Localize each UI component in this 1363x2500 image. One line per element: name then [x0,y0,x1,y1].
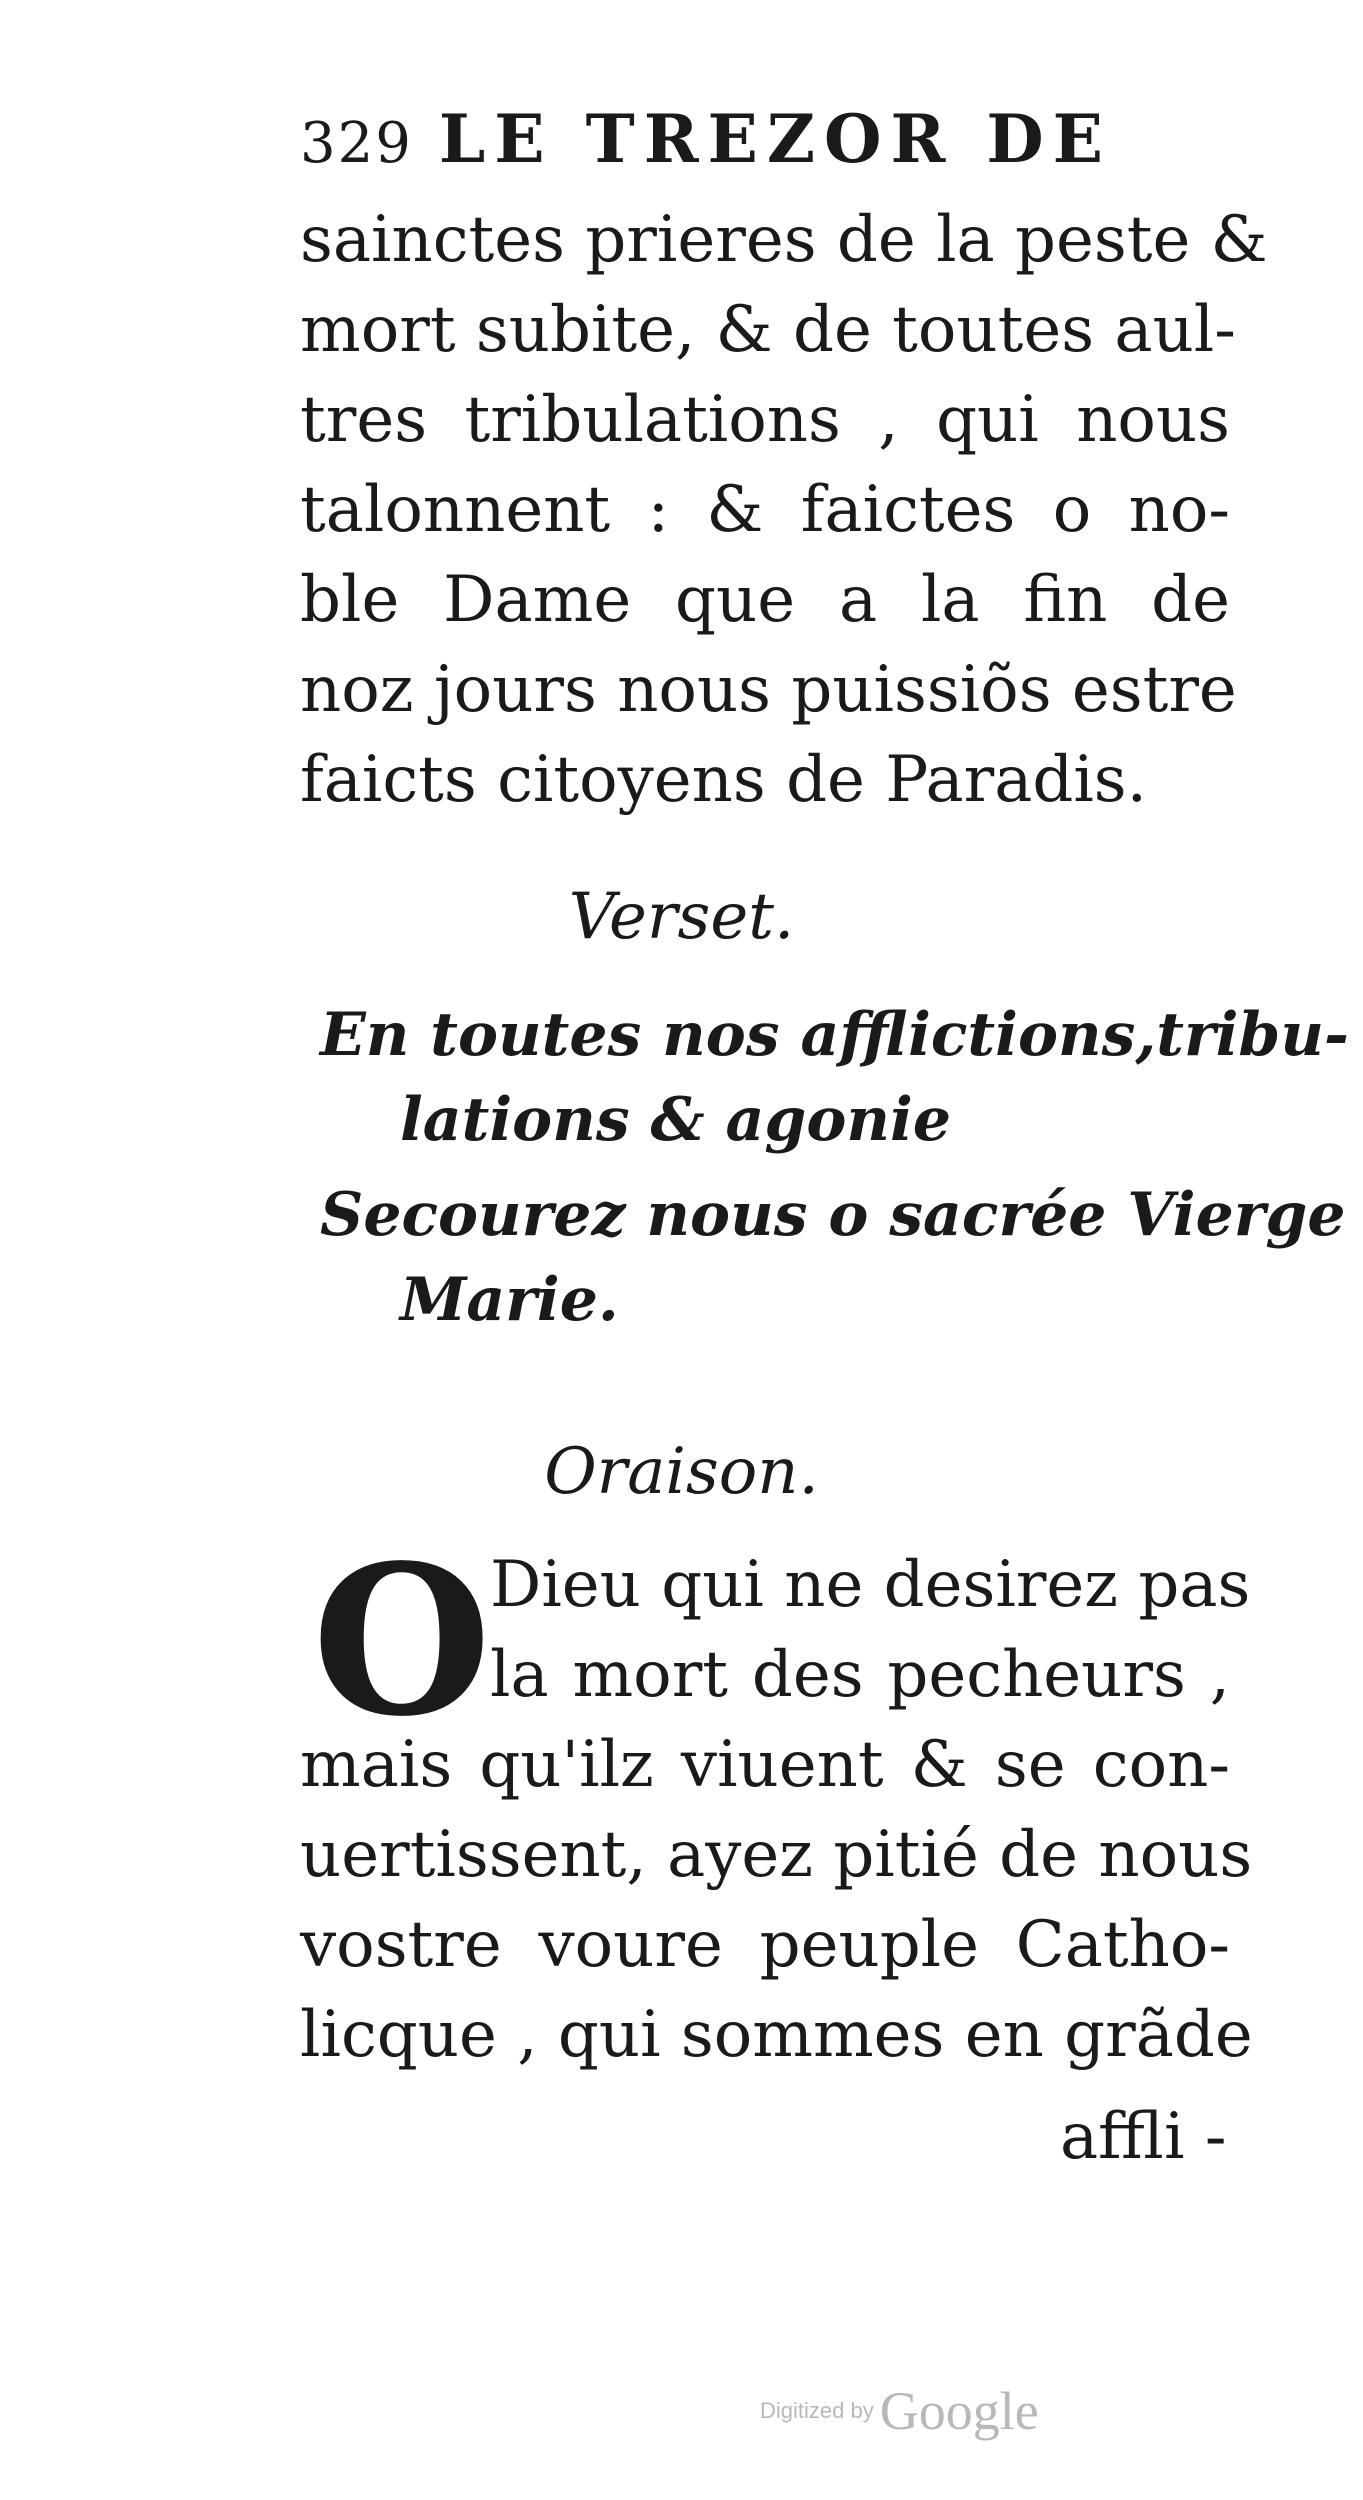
page-number: 329 [300,111,413,176]
body-line: tres tribulations , qui nous [300,383,1230,457]
prayer-line: la mort des pecheurs , [490,1638,1230,1712]
body-line: sainctes prieres de la peste & [300,203,1268,277]
verse-line: En toutes nos afflictions,tribu- [320,1000,1349,1070]
running-title: LE TREZOR DE [438,100,1112,178]
body-line: ble Dame que a la fin de [300,563,1230,637]
body-line: mort subite, & de toutes aul- [300,293,1236,367]
prayer-line: Dieu qui ne desirez pas [490,1548,1251,1622]
prayer-line: uertissent, ayez pitié de nous [300,1818,1253,1892]
body-line: talonnent : & faictes o no- [300,473,1230,547]
prayer-line: licque , qui sommes en grãde [300,1998,1253,2072]
prayer-heading: Oraison. [544,1435,819,1509]
verse-line: Marie. [400,1265,619,1335]
catchword: affli - [1060,2100,1227,2174]
page-header [300,100,1112,178]
prayer-line: vostre voure peuple Catho- [300,1908,1230,1982]
verse-heading: Verset. [568,880,795,954]
digitized-watermark [760,2380,1039,2442]
digitized-label: Digitized by [760,2398,874,2423]
verse-line: Secourez nous o sacrée Vierge [320,1180,1346,1250]
prayer-line: mais qu'ilz viuent & se con- [300,1728,1230,1802]
google-logo: Google [879,2381,1039,2441]
body-line: faicts citoyens de Paradis. [300,743,1147,817]
body-line: noz jours nous puissiõs estre [300,653,1237,727]
verse-line: lations & agonie [400,1085,951,1155]
drop-cap: O [312,1520,492,1762]
